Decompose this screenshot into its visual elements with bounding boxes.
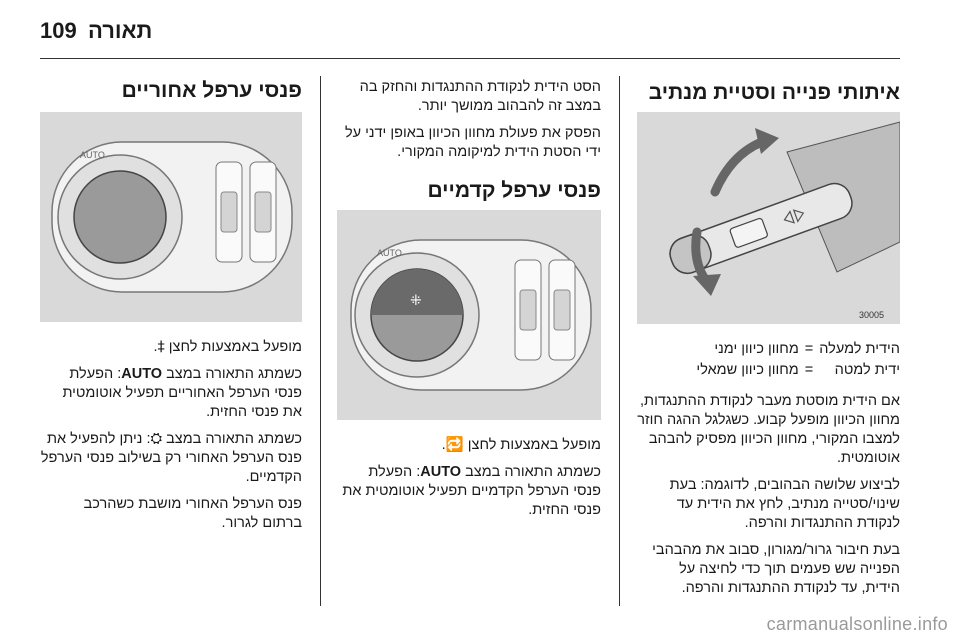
turn-signal-text bbox=[637, 340, 900, 606]
page-number: 109 bbox=[40, 18, 77, 43]
front-fog-heading: פנסי ערפל קדמיים bbox=[427, 179, 601, 202]
chapter-title: תאורה bbox=[88, 18, 153, 43]
front-fog-text bbox=[337, 436, 601, 528]
rear-fog-section bbox=[40, 78, 302, 104]
front-fog-light-icon: 🔁 bbox=[445, 437, 464, 453]
definition-row: ידית למטה = מחוון כיוון שמאלי bbox=[696, 362, 900, 378]
header-rule bbox=[40, 58, 900, 59]
paragraph: בעת חיבור גרור/מגורון, סבוב את מהבהבי הפנייה שש פעמים תוך כדי לחיצה על הידית, עד לנקודת ההתנגדות והרפה. bbox=[652, 542, 900, 596]
front-fog-section bbox=[337, 78, 601, 204]
rear-fog-text bbox=[40, 338, 302, 541]
paragraph: הפסק את פעולת מחוון הכיוון באופן ידני על ידי הסטת הידית למיקומה המקורי. bbox=[344, 125, 601, 160]
parking-light-icon: ⛭ bbox=[150, 431, 163, 447]
rear-fog-switch-figure bbox=[40, 112, 302, 322]
page-header bbox=[0, 0, 960, 58]
paragraph: כשמתג התאורה במצב AUTO: הפעלת פנסי הערפל האחוריים תפעיל אוטומטית את פנסי החזית. bbox=[62, 366, 302, 420]
turn-signal-stalk-figure bbox=[637, 112, 900, 324]
svg-text:⁜: ⁜ bbox=[410, 293, 422, 309]
paragraph: מופעל באמצעות לחצן 🔁. bbox=[441, 437, 601, 453]
svg-text:AUTO: AUTO bbox=[377, 248, 402, 258]
paragraph: הסט הידית לנקודת ההתנגדות והחזק בה במצב זה להבהוב ממושך יותר. bbox=[359, 79, 601, 114]
light-switch-illustration bbox=[40, 112, 302, 322]
paragraph: אם הידית מוסטת מעבר לנקודת ההתנגדות, מחוון הכיוון מופעל קבוע. כשגלגל ההגה חוזר למצבו המקורי, מחוון הכיוון מפסיק להבהב אוטומטית. bbox=[637, 393, 900, 466]
turn-signal-heading: איתותי פנייה וסטיית מנתיב bbox=[648, 81, 900, 104]
stalk-illustration bbox=[637, 112, 900, 324]
definition-row: הידית למעלה = מחוון כיוון ימני bbox=[714, 341, 900, 357]
direction-definitions bbox=[696, 340, 900, 382]
column-divider-left bbox=[320, 76, 321, 606]
paragraph: כשמתג התאורה במצב ⛭: ניתן להפעיל את פנס הערפל האחורי רק בשילוב פנסי הערפל הקדמיים. bbox=[40, 431, 302, 485]
watermark: carmanualsonline.info bbox=[766, 614, 948, 634]
figure-number: 30005 bbox=[859, 310, 885, 320]
column-divider-right bbox=[619, 76, 620, 606]
paragraph: כשמתג התאורה במצב AUTO: הפעלת פנסי הערפל הקדמיים תפעיל אוטומטית את פנסי החזית. bbox=[342, 464, 601, 518]
paragraph: לביצוע שלושה הבהובים, לדוגמה: בעת שינוי/סטייה מנתיב, לחץ את הידית עד לנקודת ההתנגדות והרפה. bbox=[669, 477, 900, 531]
turn-signal-section bbox=[637, 80, 900, 106]
rear-fog-heading: פנסי ערפל אחוריים bbox=[121, 79, 302, 102]
paragraph: מופעל באמצעות לחצן ‡. bbox=[153, 339, 302, 355]
front-fog-switch-figure bbox=[337, 210, 601, 420]
paragraph: פנס הערפל האחורי מושבת כשהרכב ברתום לגרור. bbox=[83, 496, 302, 531]
svg-text:AUTO: AUTO bbox=[80, 150, 105, 160]
rear-fog-light-icon: ‡ bbox=[157, 339, 165, 355]
light-switch-illustration bbox=[337, 210, 601, 420]
